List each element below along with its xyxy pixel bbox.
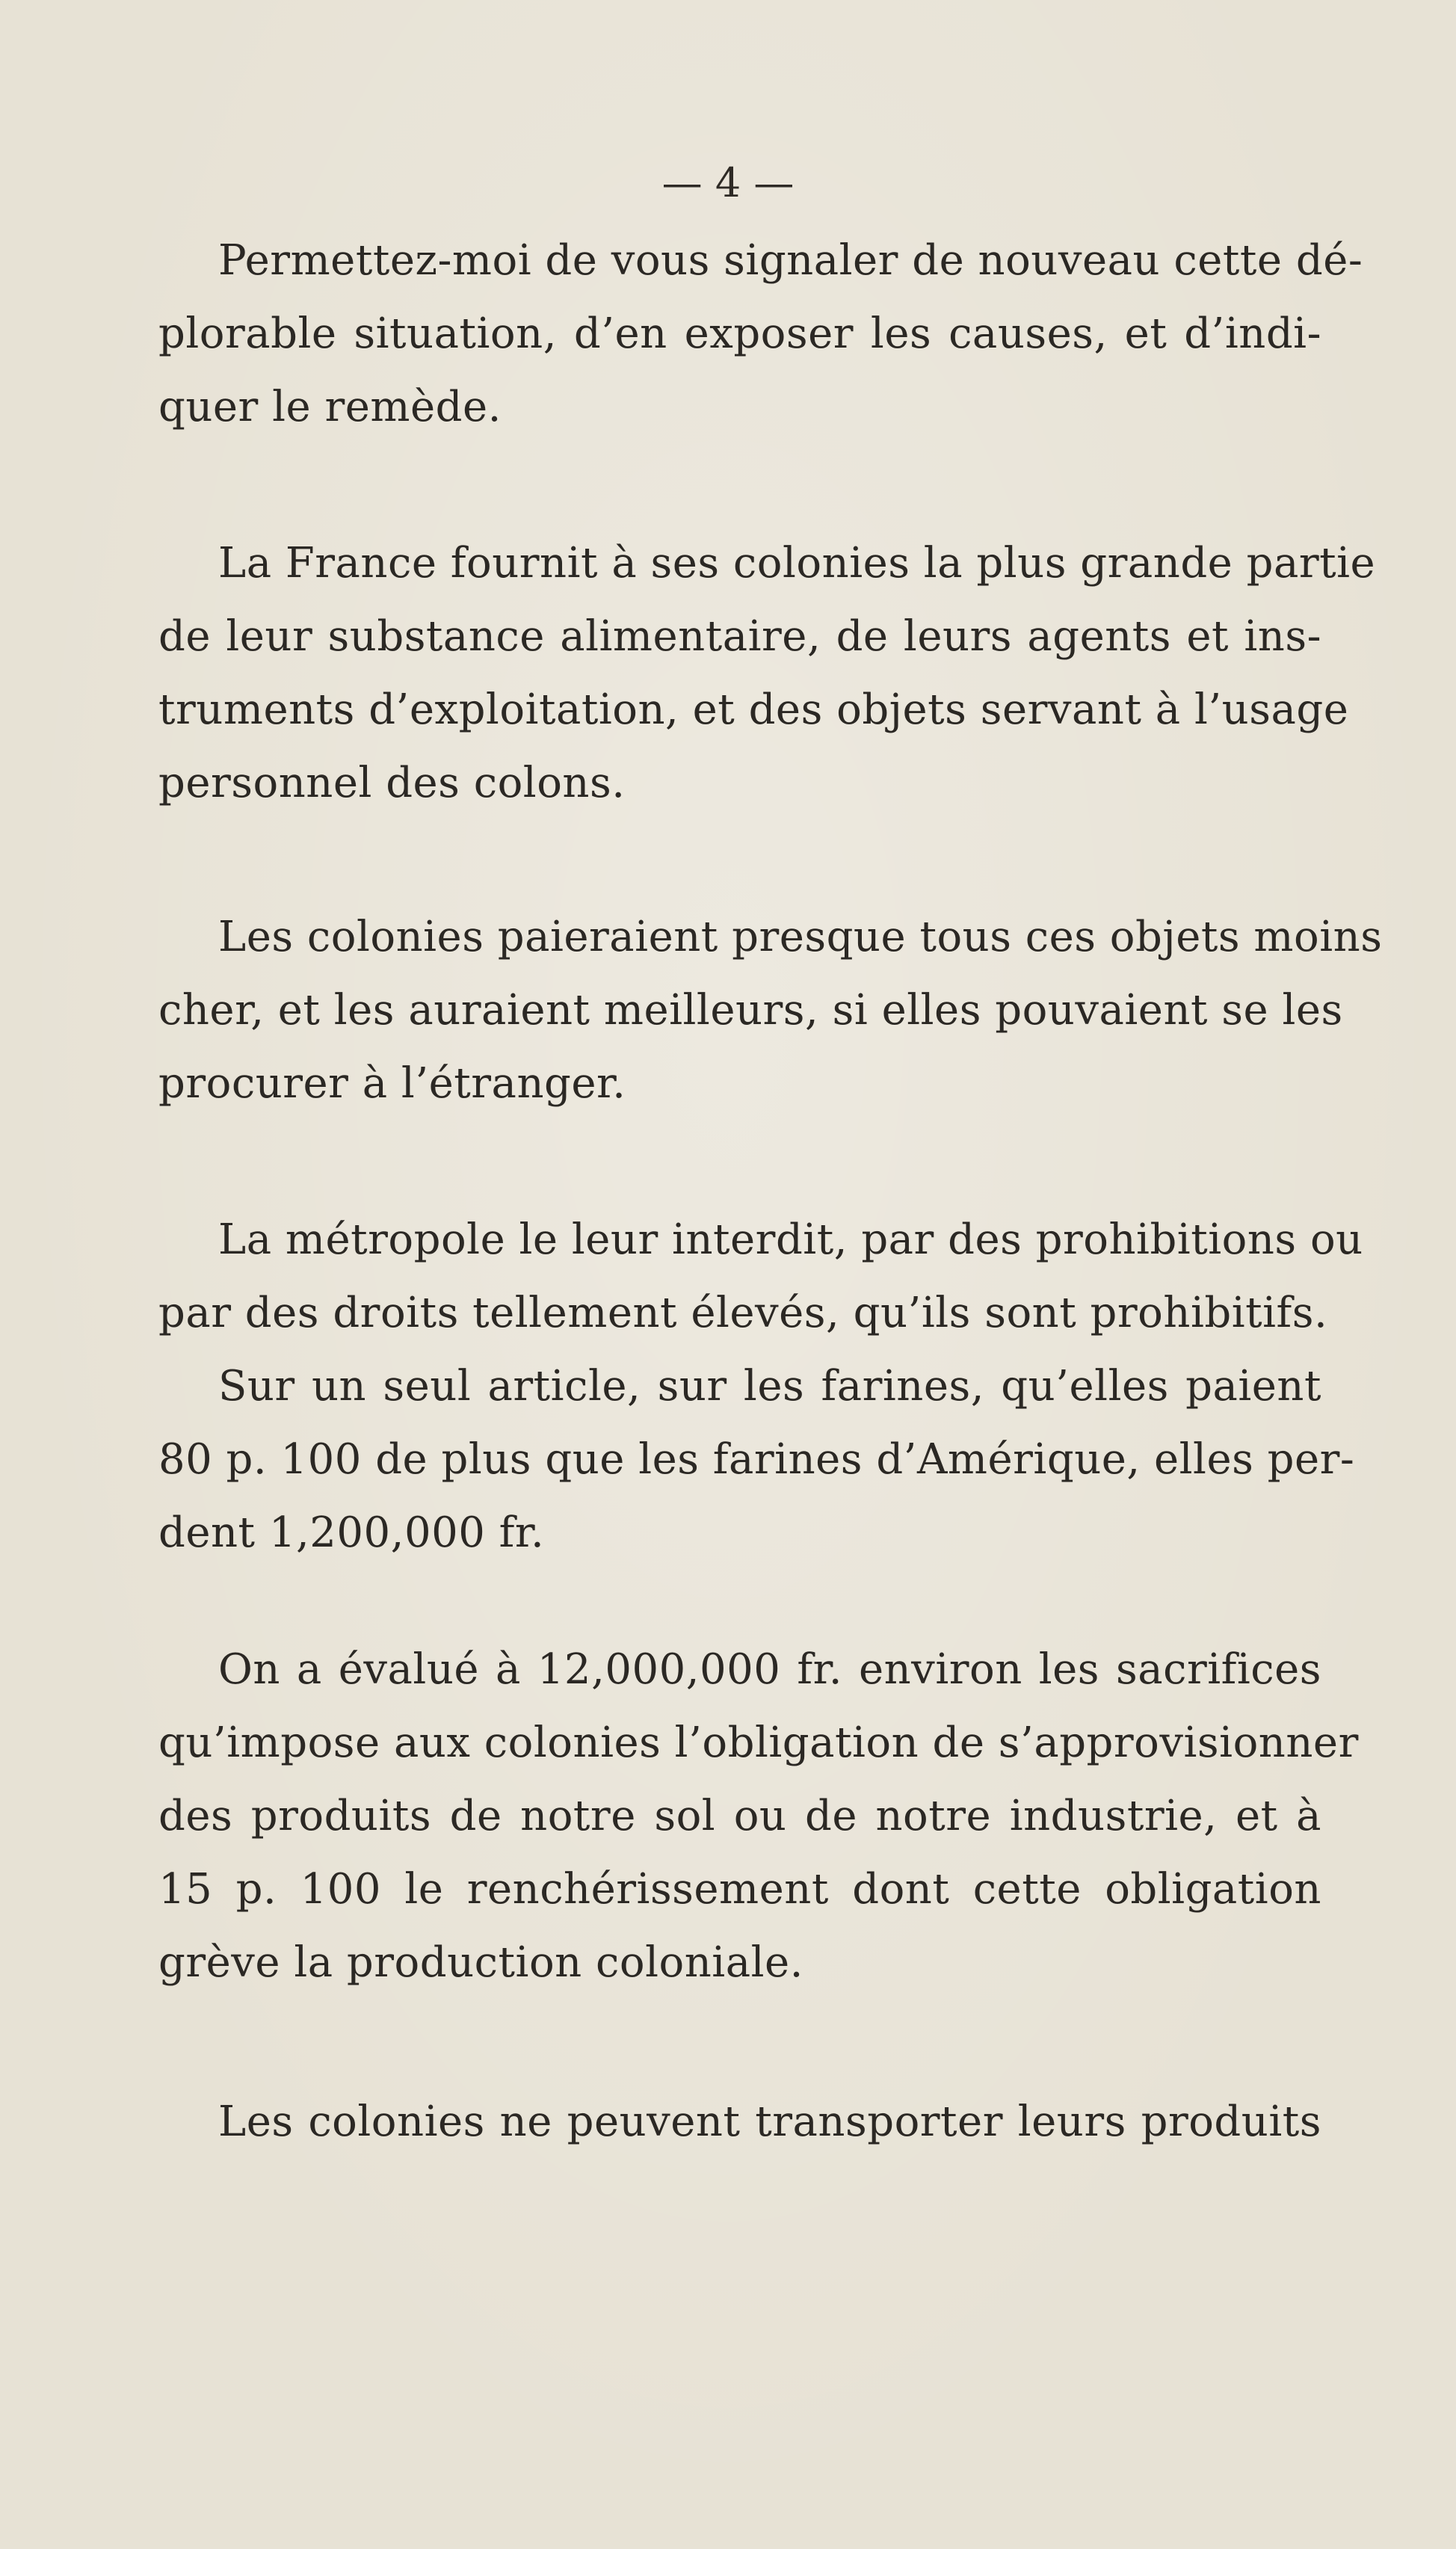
text-line: des produits de notre sol ou de notre industrie, et à xyxy=(158,1792,1321,1840)
text-line: La France fournit à ses colonies la plus grande partie xyxy=(218,539,1376,588)
text-line: de leur substance alimentaire, de leurs agents et ins- xyxy=(158,612,1321,661)
text-line: qu’impose aux colonies l’obligation de s’approvisionner xyxy=(158,1719,1359,1767)
text-line: cher, et les auraient meilleurs, si elles pouvaient se les xyxy=(158,986,1343,1035)
text-line: plorable situation, d’en exposer les causes, et d’indi- xyxy=(158,309,1321,358)
text-line: On a évalué à 12,000,000 fr. environ les sacrifices xyxy=(218,1645,1321,1694)
page-number: — 4 — xyxy=(661,159,795,206)
text-line: Les colonies ne peuvent transporter leurs produits xyxy=(218,2098,1321,2146)
text-line: Les colonies paieraient presque tous ces objets moins xyxy=(218,913,1383,961)
paragraph-1 xyxy=(158,224,1363,444)
text-line: quer le remède. xyxy=(158,383,502,431)
text-line: Sur un seul article, sur les farines, qu’elles paient xyxy=(218,1362,1321,1411)
paragraph-5 xyxy=(158,1633,1359,2000)
text-line: La métropole le leur interdit, par des prohibitions ou xyxy=(218,1215,1363,1264)
text-line: 80 p. 100 de plus que les farines d’Amérique, elles per- xyxy=(158,1435,1355,1484)
paragraph-6 xyxy=(158,2086,1321,2159)
text-line: 15 p. 100 le renchérissement dont cette obligation xyxy=(158,1865,1321,1914)
text-line: truments d’exploitation, et des objets servant à l’usage xyxy=(158,685,1349,734)
paragraph-3 xyxy=(158,901,1383,1121)
text-line: grève la production coloniale. xyxy=(158,1938,803,1987)
text-line: Permettez-moi de vous signaler de nouveau cette dé- xyxy=(218,236,1363,285)
paragraph-2 xyxy=(158,527,1376,820)
text-line: par des droits tellement élevés, qu’ils sont prohibitifs. xyxy=(158,1289,1328,1337)
text-line: personnel des colons. xyxy=(158,759,626,807)
text-line: dent 1,200,000 fr. xyxy=(158,1508,545,1557)
text-line: procurer à l’étranger. xyxy=(158,1059,626,1108)
paragraph-4 xyxy=(158,1203,1363,1570)
